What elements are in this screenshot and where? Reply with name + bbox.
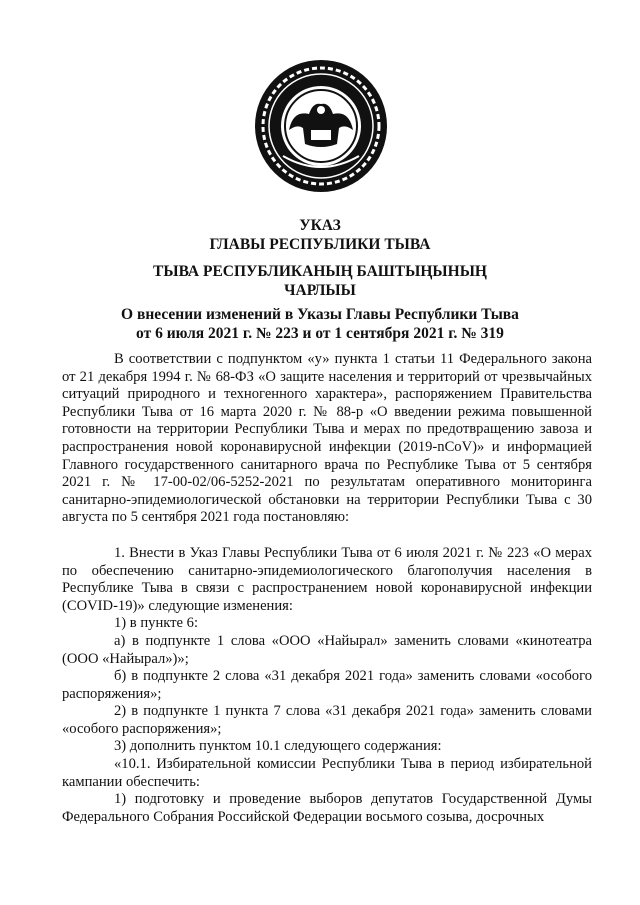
decree-title-line-2: ГЛАВЫ РЕСПУБЛИКИ ТЫВА	[209, 236, 431, 253]
decree-subject	[0, 305, 640, 343]
clause-1-item-1b: б) в подпункте 2 слова «31 декабря 2021 года» заменить словами «особого распоряжения»;	[62, 668, 592, 702]
clause-1-item-1a: а) в подпункте 1 слова «ООО «Найырал» заменить словами «кинотеатра (ООО «Найырал»)»;	[62, 632, 592, 667]
clause-10-1-item-1: 1) подготовку и проведение выборов депутатов Государственной Думы Федерального Собрания Российской Федерации восьмого созыва, досрочных	[62, 791, 592, 825]
clause-1-paragraph: 1. Внести в Указ Главы Республики Тыва от 6 июля 2021 г. № 223 «О мерах по обеспечению санитарно-эпидемиологического благополучия населения в Республике Тыва в связи с распространением новой коронавирусной инфекции (COVID-19)» следующие изменения:	[62, 544, 592, 614]
tuvan-title-line-1: ТЫВА РЕСПУБЛИКАНЫҢ БАШТЫҢЫНЫҢ	[153, 263, 487, 280]
clause-10-1-paragraph: «10.1. Избирательной комиссии Республики Тыва в период избирательной кампании обеспечить:	[62, 756, 592, 790]
decree-title-line-1: УКАЗ	[299, 217, 341, 234]
decree-title	[0, 216, 640, 254]
subject-line-1: О внесении изменений в Указы Главы Республики Тыва	[121, 306, 519, 323]
clause-1-item-3: 3) дополнить пунктом 10.1 следующего содержания:	[114, 738, 442, 755]
subject-line-2: от 6 июля 2021 г. № 223 и от 1 сентября 2021 г. № 319	[136, 325, 504, 342]
tuvan-title-line-2: ЧАРЛЫЫ	[284, 282, 356, 299]
republic-emblem	[253, 58, 389, 194]
decree-title-tuvan	[0, 262, 640, 300]
clause-1-item-1: 1) в пункте 6:	[114, 615, 199, 632]
decree-body	[62, 351, 592, 826]
clause-1-item-2: 2) в подпункте 1 пункта 7 слова «31 декабря 2021 года» заменить словами «особого распоряжения»;	[62, 703, 592, 737]
preamble-paragraph: В соответствии с подпунктом «у» пункта 1 статьи 11 Федерального закона от 21 декабря 1994 г. № 68-ФЗ «О защите населения и территорий от чрезвычайных ситуаций природного и техногенного характера», распоряжением Правительства Республики Тыва от 16 марта 2020 г. № 88-р «О введении режима повышенной готовности на территории Республики Тыва и мерах по предотвращению завоза и распространения новой коронавирусной инфекции (2019-nCoV)» и информацией Главного государственного санитарного врача по Республике Тыва от 5 сентября 2021 г. № 17-00-02/06-5252-2021 по результатам оперативного мониторинга санитарно-эпидемиологической обстановки на территории Республики Тыва с 30 августа по 5 сентября 2021 года постановляю:	[62, 351, 592, 526]
